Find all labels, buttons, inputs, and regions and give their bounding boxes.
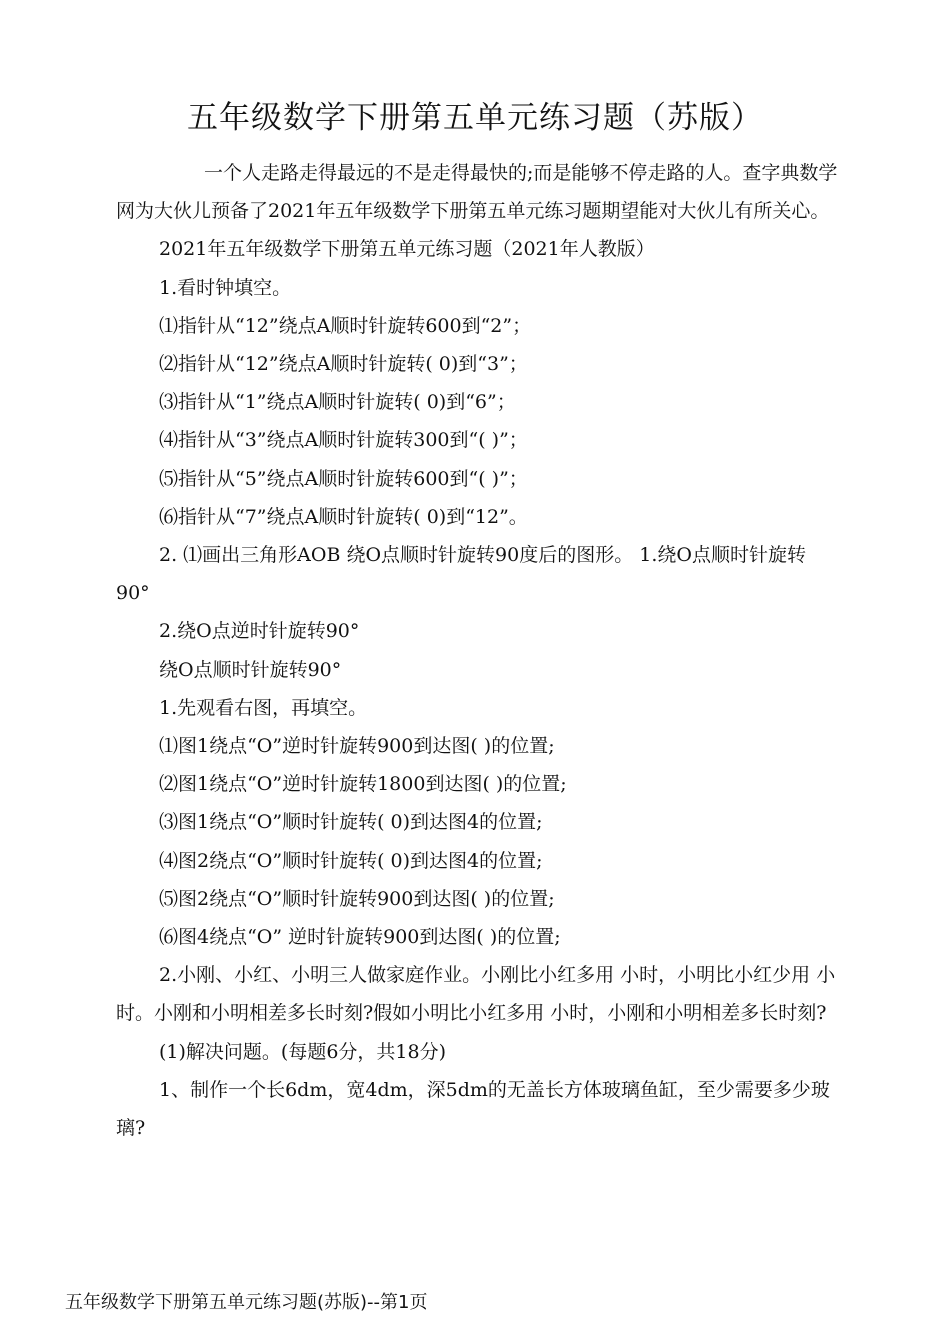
document-body [116,154,838,1147]
question-1-item-2: ⑵指针从“12”绕点A顺时针旋转( 0)到“3”； [159,353,528,376]
question-3-item-4: ⑷图2绕点“O”顺时针旋转( 0)到达图4的位置; [159,849,543,872]
problem-section-heading: (1)解决问题。(每题6分，共18分) [159,1040,447,1063]
question-3-item-1: ⑴图1绕点“O”逆时针旋转900到达图( )的位置; [159,735,555,758]
question-2-item-3: 绕O点顺时针旋转90° [159,658,342,681]
document-title: 五年级数学下册第五单元练习题（苏版） [187,100,763,136]
question-3-item-5: ⑸图2绕点“O”顺时针旋转900到达图( )的位置; [159,887,555,910]
question-1-item-1: ⑴指针从“12”绕点A顺时针旋转600到“2”； [159,314,532,337]
question-2-item-2: 2.绕O点逆时针旋转90° [159,620,360,643]
question-1-item-5: ⑸指针从“5”绕点A顺时针旋转600到“( )”； [159,467,528,490]
problem-1-paragraph: 1、制作一个长6dm，宽4dm，深5dm的无盖长方体玻璃鱼缸，至少需要多少玻璃? [116,1078,830,1140]
page-footer: 五年级数学下册第五单元练习题(苏版)--第1页 [65,1292,428,1313]
question-1-item-4: ⑷指针从“3”绕点A顺时针旋转300到“( )”； [159,429,528,452]
question-1-item-3: ⑶指针从“1”绕点A顺时针旋转( 0)到“6”； [159,391,516,414]
question-1-item-6: ⑹指针从“7”绕点A顺时针旋转( 0)到“12”。 [159,505,528,528]
question-3-item-6: ⑹图4绕点“O” 逆时针旋转900到达图( )的位置; [159,926,561,949]
question-3-item-3: ⑶图1绕点“O”顺时针旋转( 0)到达图4的位置; [159,811,543,834]
section-heading: 2021年五年级数学下册第五单元练习题（2021年人教版） [159,238,655,261]
question-3-item-2: ⑵图1绕点“O”逆时针旋转1800到达图( )的位置; [159,773,567,796]
question-3-heading: 1.先观看右图，再填空。 [159,696,368,719]
intro-paragraph: 一个人走路走得最远的不是走得最快的;而是能够不停走路的人。查字典数学网为大伙儿预备了2021年五年级数学下册第五单元练习题期望能对大伙儿有所关心。 [116,162,838,223]
question-4-paragraph: 2.小刚、小红、小明三人做家庭作业。小刚比小红多用 小时，小明比小红少用 小时。小刚和小明相差多长时刻?假如小明比小红多用 小时，小刚和小明相差多长时刻? [116,964,836,1025]
question-1-heading: 1.看时钟填空。 [159,276,292,299]
question-2-paragraph: 2. ⑴画出三角形AOB 绕O点顺时针旋转90度后的图形。 1.绕O点顺时针旋转90° [116,544,806,605]
